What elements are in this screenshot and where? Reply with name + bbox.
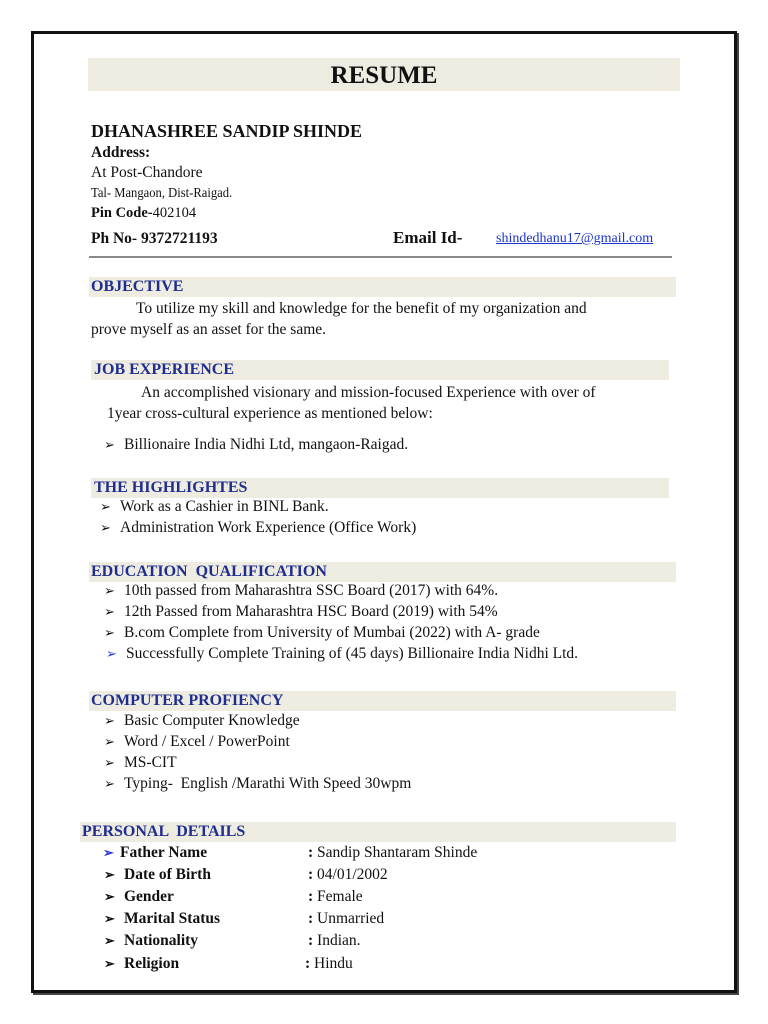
resume-title: RESUME [88,58,680,91]
pd-father-name-value: : Sandip Shantaram Shinde [308,844,478,861]
list-item: ➢ Billionaire India Nidhi Ltd, mangaon-Raigad. [104,436,409,453]
list-item: ➢ Basic Computer Knowledge [104,712,300,729]
job-heading: JOB EXPERIENCE [94,361,235,378]
address-line-1: At Post-Chandore [91,164,203,181]
pd-religion-value: : Hindu [305,955,353,972]
list-item: ➢ MS-CIT [104,754,177,771]
arrow-bullet-icon: ➢ [100,499,111,514]
computer-heading: COMPUTER PROFIENCY [91,692,284,709]
address-label: Address: [91,144,151,161]
list-item: ➢ Administration Work Experience (Office Work) [100,519,417,536]
list-item: ➢ 12th Passed from Maharashtra HSC Board (2019) with 54% [104,603,498,620]
arrow-bullet-icon: ➢ [104,889,115,904]
pin-value: 402104 [152,205,197,221]
arrow-bullet-icon: ➢ [104,933,115,948]
arrow-bullet-icon: ➢ [104,867,115,882]
list-item: ➢ B.com Complete from University of Mumbai (2022) with A- grade [104,624,540,641]
objective-text-line-1: To utilize my skill and knowledge for the benefit of my organization and [136,300,587,317]
pd-nationality-value: : Indian. [308,932,361,949]
arrow-bullet-icon: ➢ [100,520,111,535]
arrow-bullet-icon: ➢ [104,437,115,452]
job-text-line-2: 1year cross-cultural experience as mentioned below: [107,405,433,422]
email-label: Email Id- [393,228,463,247]
pin-label: Pin Code- [91,205,153,221]
list-item: ➢ Work as a Cashier in BINL Bank. [100,498,329,515]
list-item: ➢ Successfully Complete Training of (45 days) Billionaire India Nidhi Ltd. [106,645,579,662]
pd-marital-status-value: : Unmarried [308,910,385,927]
pin-code [91,205,196,222]
list-item: ➢ Word / Excel / PowerPoint [104,733,290,750]
highlights-heading: THE HIGHLIGHTES [94,479,248,496]
pd-gender-label: ➢ Gender [104,888,174,905]
arrow-bullet-icon: ➢ [104,755,115,770]
pd-dob-label: ➢ Date of Birth [104,866,211,883]
personal-heading: PERSONAL DETAILS [82,823,246,840]
pd-nationality-label: ➢ Nationality [104,932,199,949]
list-item: ➢ Typing- English /Marathi With Speed 30wpm [104,775,412,792]
pd-gender-value: : Female [308,888,363,905]
arrow-bullet-icon: ➢ [104,776,115,791]
pd-dob-value: : 04/01/2002 [308,866,388,883]
arrow-bullet-icon: ➢ [106,646,117,661]
phone-number: Ph No- 9372721193 [91,230,218,247]
candidate-name: DHANASHREE SANDIP SHINDE [91,121,363,141]
pd-marital-status-label: ➢ Marital Status [104,910,221,927]
arrow-bullet-icon: ➢ [104,956,115,971]
address-line-2: Tal- Mangaon, Dist-Raigad. [91,186,233,201]
arrow-bullet-icon: ➢ [104,625,115,640]
arrow-bullet-icon: ➢ [104,583,115,598]
education-heading: EDUCATION QUALIFICATION [91,563,327,580]
pd-father-name-label: ➢ Father Name [103,844,208,861]
objective-text-line-2: prove myself as an asset for the same. [91,321,327,338]
arrow-bullet-icon: ➢ [104,713,115,728]
arrow-bullet-icon: ➢ [104,911,115,926]
pd-religion-label: ➢ Religion [104,955,180,972]
arrow-bullet-icon: ➢ [104,734,115,749]
objective-heading: OBJECTIVE [91,278,184,295]
list-item: ➢ 10th passed from Maharashtra SSC Board (2017) with 64%. [104,582,499,599]
arrow-bullet-icon: ➢ [103,845,114,860]
arrow-bullet-icon: ➢ [104,604,115,619]
email-link[interactable]: shindedhanu17@gmail.com [496,231,654,246]
job-text-line-1: An accomplished visionary and mission-focused Experience with over of [141,384,596,401]
header-divider [89,256,672,258]
